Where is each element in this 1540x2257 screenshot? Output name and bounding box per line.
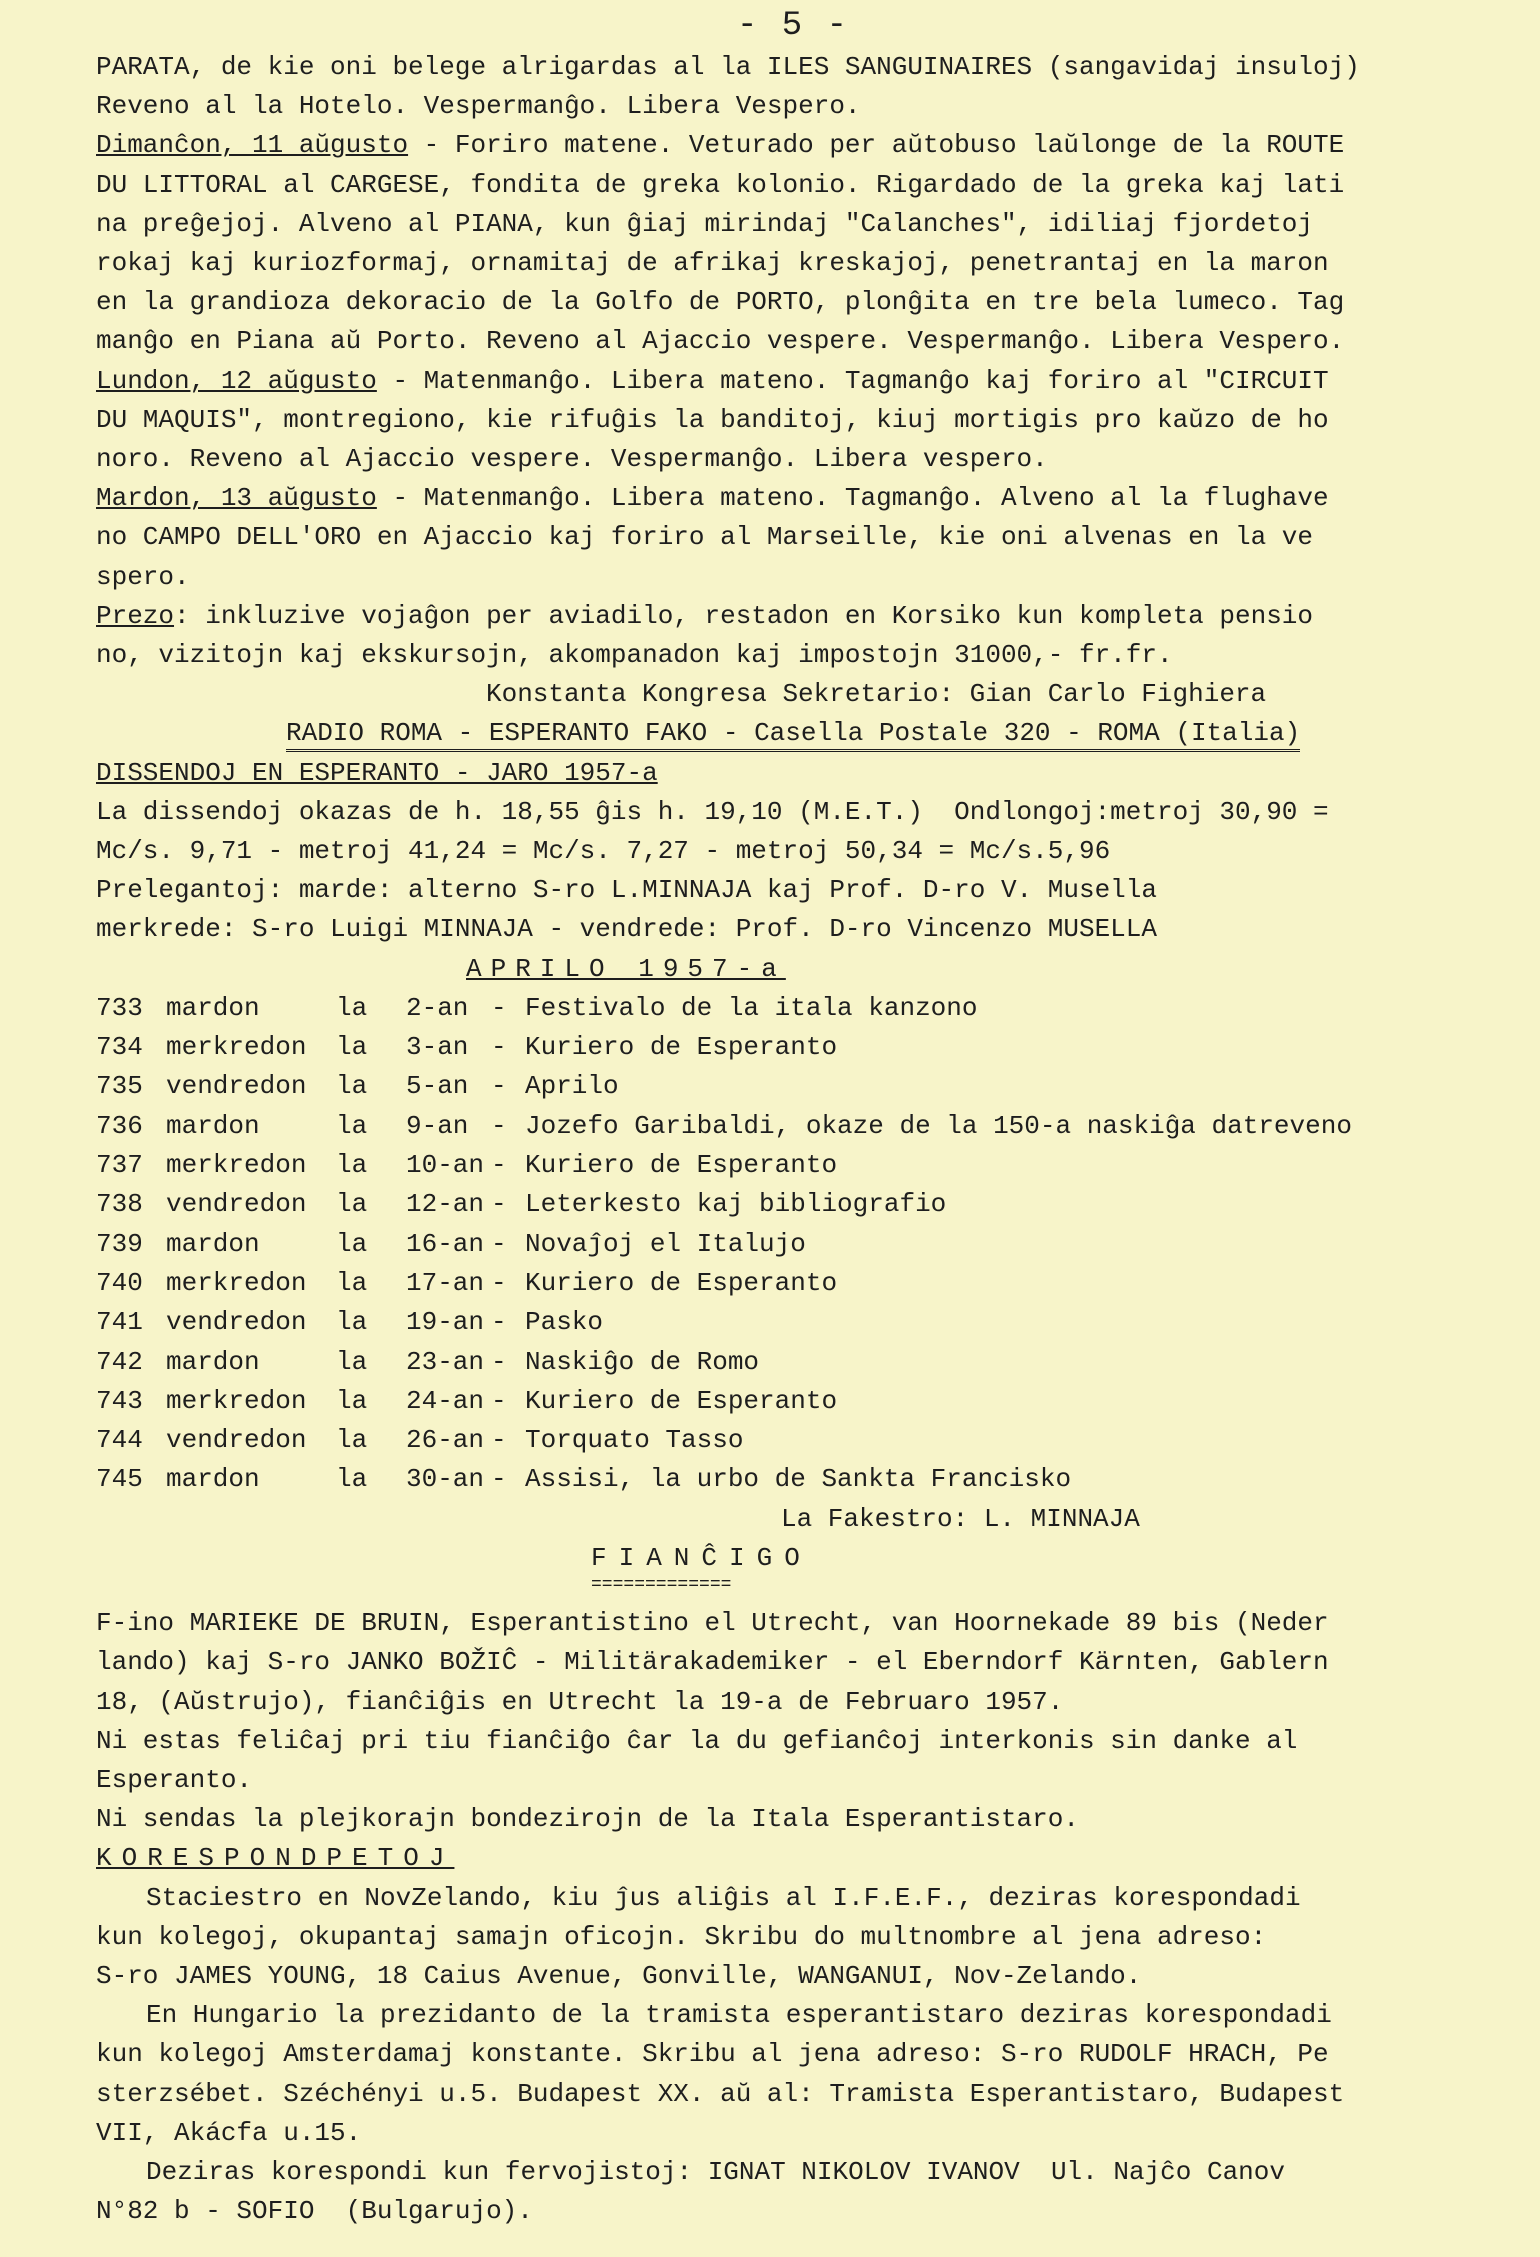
program-date: 9-an	[406, 1110, 469, 1141]
program-row: 745 mardon la 30-an - Assisi, la urbo de Sankta Francisko	[96, 1460, 1490, 1499]
program-day: mardon	[166, 1346, 260, 1377]
program-row: 743 merkredon la 24-an - Kuriero de Esperanto	[96, 1382, 1490, 1421]
program-title: Festivalo de la itala kanzono	[525, 992, 978, 1023]
program-day: vendredon	[166, 1189, 307, 1220]
program-list	[96, 989, 1490, 1500]
program-day: mardon	[166, 1110, 260, 1141]
correspondence-line: kun kolegoj Amsterdamaj konstante. Skribu al jena adreso: S-ro RUDOLF HRACH, Pe	[96, 2039, 1329, 2070]
program-title: Kuriero de Esperanto	[525, 1032, 838, 1063]
radio-heading: RADIO ROMA - ESPERANTO FAKO - Casella Postale 320 - ROMA (Italia)	[286, 717, 1300, 752]
program-day: mardon	[166, 992, 260, 1023]
program-date: 12-an	[406, 1189, 485, 1220]
program-number: 742	[96, 1346, 143, 1377]
program-number: 735	[96, 1071, 143, 1102]
program-date: 2-an	[406, 992, 469, 1023]
trip-day-label: Lundon, 12 aŭgusto	[96, 365, 377, 396]
program-title: Kuriero de Esperanto	[525, 1150, 838, 1181]
trip-day-text: - Foriro matene. Veturado per aŭtobuso laŭlonge de la ROUTE	[408, 130, 1345, 161]
engagement-line: Ni sendas la plejkorajn bondezirojn de la Itala Esperantistaro.	[96, 1804, 1079, 1835]
program-number: 737	[96, 1150, 143, 1181]
engagement-heading: FIANĈIGO	[591, 1542, 812, 1573]
program-date: 10-an	[406, 1150, 485, 1181]
radio-info-line: Prelegantoj: marde: alterno S-ro L.MINNAJA kaj Prof. D-ro V. Musella	[96, 875, 1157, 906]
program-number: 741	[96, 1307, 143, 1338]
program-row: 744 vendredon la 26-an - Torquato Tasso	[96, 1421, 1490, 1460]
program-title: Torquato Tasso	[525, 1425, 744, 1456]
program-title: Pasko	[525, 1307, 604, 1338]
program-number: 740	[96, 1267, 143, 1298]
trip-line: noro. Reveno al Ajaccio vespere. Vespermanĝo. Libera vespero.	[96, 444, 1048, 475]
engagement-line: lando) kaj S-ro JANKO BOŽIĈ - Militärakademiker - el Eberndorf Kärnten, Gablern	[96, 1647, 1329, 1678]
trip-day-label: Dimanĉon, 11 aŭgusto	[96, 130, 409, 161]
program-title: Kuriero de Esperanto	[525, 1267, 838, 1298]
program-title: Naskiĝo de Romo	[525, 1346, 760, 1377]
correspondence-line: sterzsébet. Széchényi u.5. Budapest XX. aŭ al: Tramista Esperantistaro, Budapest	[96, 2078, 1345, 2109]
radio-info-line: La dissendoj okazas de h. 18,55 ĝis h. 19,10 (M.E.T.) Ondlongoj:metroj 30,90 =	[96, 796, 1329, 827]
program-article: la	[336, 1189, 368, 1220]
engagement-heading-underline: =============	[591, 1575, 732, 1596]
program-day: merkredon	[166, 1032, 307, 1063]
program-row: 741 vendredon la 19-an - Pasko	[96, 1303, 1490, 1342]
program-row: 735 vendredon la 5-an - Aprilo	[96, 1067, 1490, 1106]
program-day: mardon	[166, 1464, 260, 1495]
program-row: 740 merkredon la 17-an - Kuriero de Esperanto	[96, 1264, 1490, 1303]
secretary-line: Konstanta Kongresa Sekretario: Gian Carlo Fighiera	[486, 679, 1267, 710]
program-date: 23-an	[406, 1346, 485, 1377]
correspondence-line: S-ro JAMES YOUNG, 18 Caius Avenue, Gonville, WANGANUI, Nov-Zelando.	[96, 1960, 1142, 1991]
program-row: 736 mardon la 9-an - Jozefo Garibaldi, okaze de la 150-a naskiĝa datreveno	[96, 1107, 1490, 1146]
program-title: Leterkesto kaj bibliografio	[525, 1189, 947, 1220]
program-title: Aprilo	[525, 1071, 619, 1102]
program-number: 743	[96, 1385, 143, 1416]
trip-line: en la grandioza dekoracio de la Golfo de PORTO, plonĝita en tre bela lumeco. Tag	[96, 287, 1345, 318]
price-label: Prezo	[96, 600, 175, 631]
correspondence-line: Staciestro en NovZelando, kiu ĵus aliĝis al I.F.E.F., deziras korespondadi	[146, 1882, 1301, 1913]
program-row: 739 mardon la 16-an - Novaĵoj el Italujo	[96, 1225, 1490, 1264]
radio-section	[96, 714, 1490, 1538]
program-date: 30-an	[406, 1464, 485, 1495]
program-date: 19-an	[406, 1307, 485, 1338]
program-number: 736	[96, 1110, 143, 1141]
program-number: 744	[96, 1425, 143, 1456]
program-article: la	[336, 1228, 368, 1259]
program-date: 24-an	[406, 1385, 485, 1416]
program-day: vendredon	[166, 1071, 307, 1102]
program-day: merkredon	[166, 1267, 307, 1298]
program-row: 734 merkredon la 3-an - Kuriero de Esperanto	[96, 1028, 1490, 1067]
program-title: Novaĵoj el Italujo	[525, 1228, 806, 1259]
program-day: mardon	[166, 1228, 260, 1259]
program-article: la	[336, 1307, 368, 1338]
trip-line: rokaj kaj kuriozformaj, ornamitaj de afrikaj kreskajoj, penetrantaj en la maron	[96, 248, 1329, 279]
program-number: 734	[96, 1032, 143, 1063]
radio-signature: La Fakestro: L. MINNAJA	[781, 1503, 1140, 1534]
trip-line: no CAMPO DELL'ORO en Ajaccio kaj foriro al Marseille, kie oni alvenas en la ve	[96, 522, 1313, 553]
trip-line: manĝo en Piana aŭ Porto. Reveno al Ajaccio vespere. Vespermanĝo. Libera Vespero.	[96, 326, 1345, 357]
correspondence-line: Deziras korespondi kun fervojistoj: IGNAT NIKOLOV IVANOV Ul. Najĉo Canov	[146, 2156, 1285, 2187]
trip-line: Reveno al la Hotelo. Vespermanĝo. Libera Vespero.	[96, 91, 861, 122]
trip-line: PARATA, de kie oni belege alrigardas al la ILES SANGUINAIRES (sangavidaj insuloj)	[96, 52, 1360, 82]
program-article: la	[336, 1150, 368, 1181]
program-article: la	[336, 1385, 368, 1416]
program-day: vendredon	[166, 1425, 307, 1456]
trip-day-text: - Matenmanĝo. Libera mateno. Tagmanĝo. Alveno al la flughave	[376, 483, 1329, 514]
price-line: no, vizitojn kaj ekskursojn, akompanadon kaj impostojn 31000,- fr.fr.	[96, 640, 1173, 671]
price-text: : inkluzive vojaĝon per aviadilo, restadon en Korsiko kun kompleta pensio	[174, 600, 1314, 631]
program-date: 26-an	[406, 1425, 485, 1456]
program-article: la	[336, 1110, 368, 1141]
trip-day-text: - Matenmanĝo. Libera mateno. Tagmanĝo kaj foriro al "CIRCUIT	[376, 365, 1329, 396]
engagement-line: Ni estas feliĉaj pri tiu fianĉiĝo ĉar la du gefianĉoj interkonis sin danke al	[96, 1725, 1298, 1756]
program-article: la	[336, 1267, 368, 1298]
trip-line: spero.	[96, 561, 190, 592]
trip-day-line	[96, 362, 1490, 401]
program-article: la	[336, 1071, 368, 1102]
program-number: 739	[96, 1228, 143, 1259]
program-row: 742 mardon la 23-an - Naskiĝo de Romo	[96, 1343, 1490, 1382]
program-article: la	[336, 992, 368, 1023]
price-line	[96, 597, 1490, 636]
month-heading: APRILO 1957-a	[466, 953, 786, 984]
correspondence-heading: KORESPONDPETOJ	[96, 1843, 455, 1874]
correspondence-line: En Hungario la prezidanto de la tramista esperantistaro deziras korespondadi	[146, 2000, 1332, 2031]
trip-line: na preĝejoj. Alveno al PIANA, kun ĝiaj mirindaj "Calanches", idiliaj fjordetoj	[96, 208, 1313, 239]
radio-heading-line	[96, 714, 1490, 753]
trip-line: DU MAQUIS", montregiono, kie rifuĝis la banditoj, kiuj mortigis pro kaŭzo de ho	[96, 404, 1329, 435]
engagement-line: Esperanto.	[96, 1764, 253, 1795]
engagement-line: F-ino MARIEKE DE BRUIN, Esperantistino el Utrecht, van Hoornekade 89 bis (Neder	[96, 1608, 1329, 1639]
page-number: - 5 -	[736, 7, 850, 45]
trip-day-line	[96, 126, 1490, 165]
trip-day-line	[96, 479, 1490, 518]
trip-day-label: Mardon, 13 aŭgusto	[96, 483, 377, 514]
program-article: la	[336, 1346, 368, 1377]
program-day: merkredon	[166, 1150, 307, 1181]
correspondence-section	[96, 1839, 1490, 2231]
program-article: la	[336, 1425, 368, 1456]
program-day: merkredon	[166, 1385, 307, 1416]
program-date: 3-an	[406, 1032, 469, 1063]
radio-info-line: Mc/s. 9,71 - metroj 41,24 = Mc/s. 7,27 - metroj 50,34 = Mc/s.5,96	[96, 836, 1111, 867]
correspondence-line: kun kolegoj, okupantaj samajn oficojn. Skribu do multnombre al jena adreso:	[96, 1921, 1267, 1952]
program-number: 738	[96, 1189, 143, 1220]
engagement-section	[96, 1539, 1490, 1839]
program-date: 17-an	[406, 1267, 485, 1298]
program-row: 733 mardon la 2-an - Festivalo de la itala kanzono	[96, 989, 1490, 1028]
trip-section	[96, 48, 1490, 714]
program-row: 738 vendredon la 12-an - Leterkesto kaj bibliografio	[96, 1185, 1490, 1224]
program-number: 733	[96, 992, 143, 1023]
program-title: Kuriero de Esperanto	[525, 1385, 838, 1416]
program-row: 737 merkredon la 10-an - Kuriero de Esperanto	[96, 1146, 1490, 1185]
program-date: 5-an	[406, 1071, 469, 1102]
engagement-line: 18, (Aŭstrujo), fianĉiĝis en Utrecht la 19-a de Februaro 1957.	[96, 1686, 1064, 1717]
radio-subheading: DISSENDOJ EN ESPERANTO - JARO 1957-a	[96, 757, 658, 788]
trip-line: DU LITTORAL al CARGESE, fondita de greka kolonio. Rigardado de la greka kaj lati	[96, 169, 1345, 200]
program-day: vendredon	[166, 1307, 307, 1338]
program-title: Assisi, la urbo de Sankta Francisko	[525, 1464, 1072, 1495]
radio-info-line: merkrede: S-ro Luigi MINNAJA - vendrede: Prof. D-ro Vincenzo MUSELLA	[96, 914, 1157, 945]
program-article: la	[336, 1032, 368, 1063]
program-date: 16-an	[406, 1228, 485, 1259]
program-article: la	[336, 1464, 368, 1495]
program-number: 745	[96, 1464, 143, 1495]
correspondence-line: VII, Akácfa u.15.	[96, 2117, 362, 2148]
program-title: Jozefo Garibaldi, okaze de la 150-a naskiĝa datreveno	[525, 1110, 1352, 1141]
correspondence-line: N°82 b - SOFIO (Bulgarujo).	[96, 2196, 533, 2227]
